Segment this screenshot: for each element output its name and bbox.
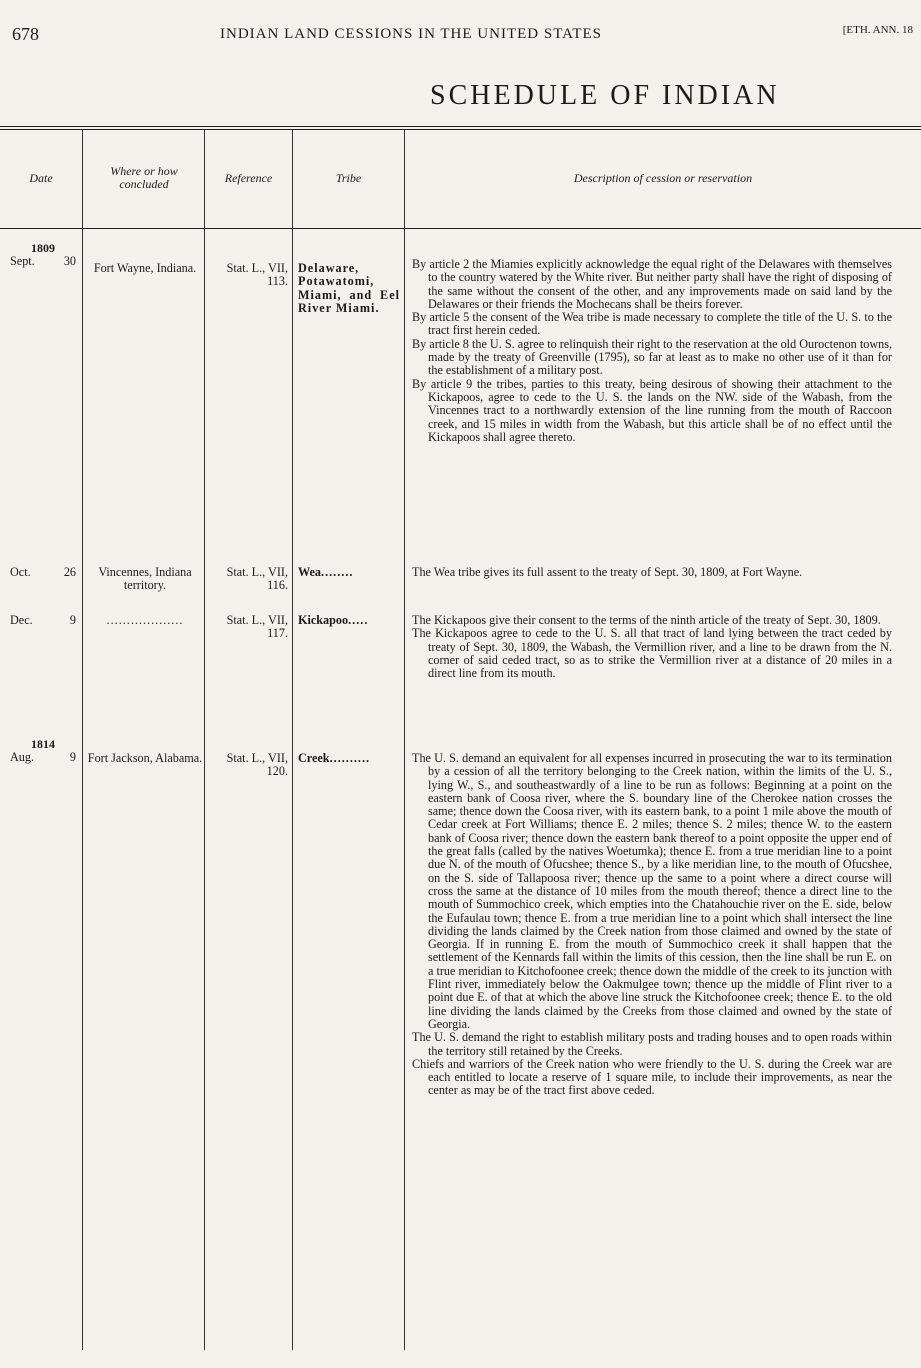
column-header-tribe: Tribe	[335, 170, 362, 185]
column-divider	[292, 130, 293, 1350]
description-paragraph: The Kickapoos agree to cede to the U. S. all that tract of land lying between the tract ceded by treaty of Sept. 30, 1809, the Wabash, the Vermillion river, and a line to be drawn from the N. corner of said ceded tract, so as to strike the Vermillion river at a distance of 20 miles in a direct line from its mouth.	[412, 626, 892, 681]
entry-month: Aug.	[10, 750, 35, 765]
column-divider	[404, 130, 405, 1350]
entry-month: Sept.	[10, 254, 35, 269]
description-paragraph: By article 9 the tribes, parties to this treaty, being desirous of showing their attachment to the Kickapoos, agree to cede to the U. S. the lands on the NW. side of the Wabash, from the Vincennes tract to a northwardly extension of the line running from the mouth of Raccoon creek, and 15 miles in width from the Wabash, but this article shall be of no effect until the Kickapoos shall agree thereto.	[412, 376, 892, 444]
column-header-description: Description of cession or reservation	[573, 170, 753, 185]
description-paragraph: The Wea tribe gives its full assent to the treaty of Sept. 30, 1809, at Fort Wayne.	[412, 565, 803, 579]
entry-where-leader	[86, 614, 204, 627]
entry-day: 9	[69, 750, 76, 765]
entry-day: 26	[63, 565, 76, 579]
entry-where: Vincennes, Indiana territory.	[98, 565, 192, 593]
entry-reference: Stat. L., VII, 117.	[226, 613, 288, 641]
column-divider	[204, 130, 205, 1350]
running-header-right: [ETH. ANN. 18	[842, 24, 913, 36]
entry-date	[10, 614, 76, 627]
running-header	[0, 24, 921, 48]
entry-tribe	[298, 566, 400, 579]
running-title: INDIAN LAND CESSIONS IN THE UNITED STATES	[220, 26, 603, 42]
entry-tribe	[298, 614, 400, 627]
page-number: 678	[12, 24, 39, 44]
entry-reference: Stat. L., VII, 113.	[226, 261, 288, 289]
dot-leader: ...................	[106, 613, 184, 627]
dot-leader: ..........	[329, 751, 371, 765]
description-paragraph: The U. S. demand an equivalent for all expenses incurred in prosecuting the war to its termination by a cession of all the territory belonging to the Creek nation, within the limits of the U. S., lying W., S., and southeastwardly of a line to be run as follows: Beginning at a point on the eastern bank of Coosa river, where the S. boundary line of the Cherokee nation crosses the same; thence down the Coosa river, with its eastern bank, to a point 1 mile above the mouth of Cedar creek at Fort Williams; thence E. 2 miles; thence S. 2 miles; thence W. to the eastern bank of Coosa river; thence down the eastern bank thereof to a point opposite the upper end of the great falls (called by the natives Woetumka); thence E. from a true meridian line to a point due N. of the mouth of Ofucshee; thence S., by a like meridian line, to the mouth of Ofucshee, on the S. side of Tallapoosa river; thence up the same to a point where a direct course will cross the same at the distance of 10 miles from the mouth thereof; thence a direct line to the mouth of Summochico creek, which empties into the Chatahouchie river on the E. side, below the Eufaulau town; thence E. from a true meridian line to a point which shall intersect the line dividing the lands claimed by the Creek nation from those claimed and owned by the state of Georgia. If in running E. from the mouth of Summochico creek it shall happen that the settlement of the Kennards fall within the limits of this cession, then the line shall be run E. on a true meridian to Kitchofoonee creek; thence down the middle of the creek to its junction with Flint river, immediately below the Oakmulgee town; thence up the middle of Flint river to a point due E. of that at which the above line struck the Kitchofoonee creek; thence E. to the old line dividing the lands claimed by the Creeks from those claimed and owned by the state of Georgia.	[412, 751, 892, 1031]
entry-month: Dec.	[10, 613, 33, 627]
entry-reference: Stat. L., VII, 116.	[226, 565, 288, 593]
description-paragraph: The U. S. demand the right to establish military posts and trading houses and to open roads within the territory still retained by the Creeks.	[412, 1030, 892, 1058]
entry-date	[10, 738, 76, 765]
entry-where: Fort Jackson, Alabama.	[87, 751, 203, 765]
column-header-reference: Reference	[224, 170, 273, 185]
entry-tribe-name: Creek	[298, 751, 330, 765]
entry-tribe-name: Wea	[298, 565, 322, 579]
description-paragraph: By article 8 the U. S. agree to relinquish their right to the reservation at the old Ouroctenon towns, made by the treaty of Greenville (1795), so far at least as to make no other use of it than for the establishment of a military post.	[412, 336, 892, 378]
column-divider	[82, 130, 83, 1350]
entry-description	[412, 566, 892, 579]
entry-date	[10, 242, 76, 269]
entry-tribe: Delaware, Potawatomi, Miami, and Eel River Miami.	[298, 261, 400, 315]
entry-tribe	[298, 752, 400, 765]
table-header-rule	[0, 228, 921, 229]
entry-where: Fort Wayne, Indiana.	[93, 261, 197, 275]
description-paragraph: Chiefs and warriors of the Creek nation who were friendly to the U. S. during the Creek war are each entitled to locate a reserve of 1 square mile, to include their improvements, as near the center as may be of the tract first above ceded.	[412, 1056, 892, 1098]
description-paragraph: The Kickapoos give their consent to the terms of the ninth article of the treaty of Sept. 30, 1809.	[412, 613, 881, 627]
description-paragraph: By article 5 the consent of the Wea tribe is made necessary to complete the title of the U. S. to the tract first herein ceded.	[412, 310, 892, 338]
entry-tribe-name: Kickapoo	[298, 613, 349, 627]
table-top-rule	[0, 126, 921, 127]
entry-month: Oct.	[10, 565, 31, 579]
column-header-where: Where or how concluded	[110, 164, 178, 191]
entry-date	[10, 566, 76, 579]
entry-day: 9	[69, 613, 76, 627]
entry-day: 30	[63, 254, 76, 269]
entry-year: 1809	[31, 241, 55, 255]
schedule-title: SCHEDULE OF INDIAN	[430, 80, 780, 111]
entry-year: 1814	[31, 737, 55, 751]
entry-description	[412, 614, 892, 680]
description-paragraph: By article 2 the Miamies explicitly acknowledge the equal right of the Delawares with themselves to the country watered by the White river. But neither party shall have the right of disposing of the same without the consent of the other, and any improvements made on said land by the Delawares or their friends the Mochecans shall be theirs forever.	[412, 257, 892, 311]
entry-reference: Stat. L., VII, 120.	[226, 751, 288, 779]
dot-leader: .....	[348, 613, 369, 627]
entry-description	[412, 258, 892, 444]
entry-description	[412, 752, 892, 1098]
column-header-date: Date	[29, 170, 53, 185]
dot-leader: ........	[321, 565, 354, 579]
